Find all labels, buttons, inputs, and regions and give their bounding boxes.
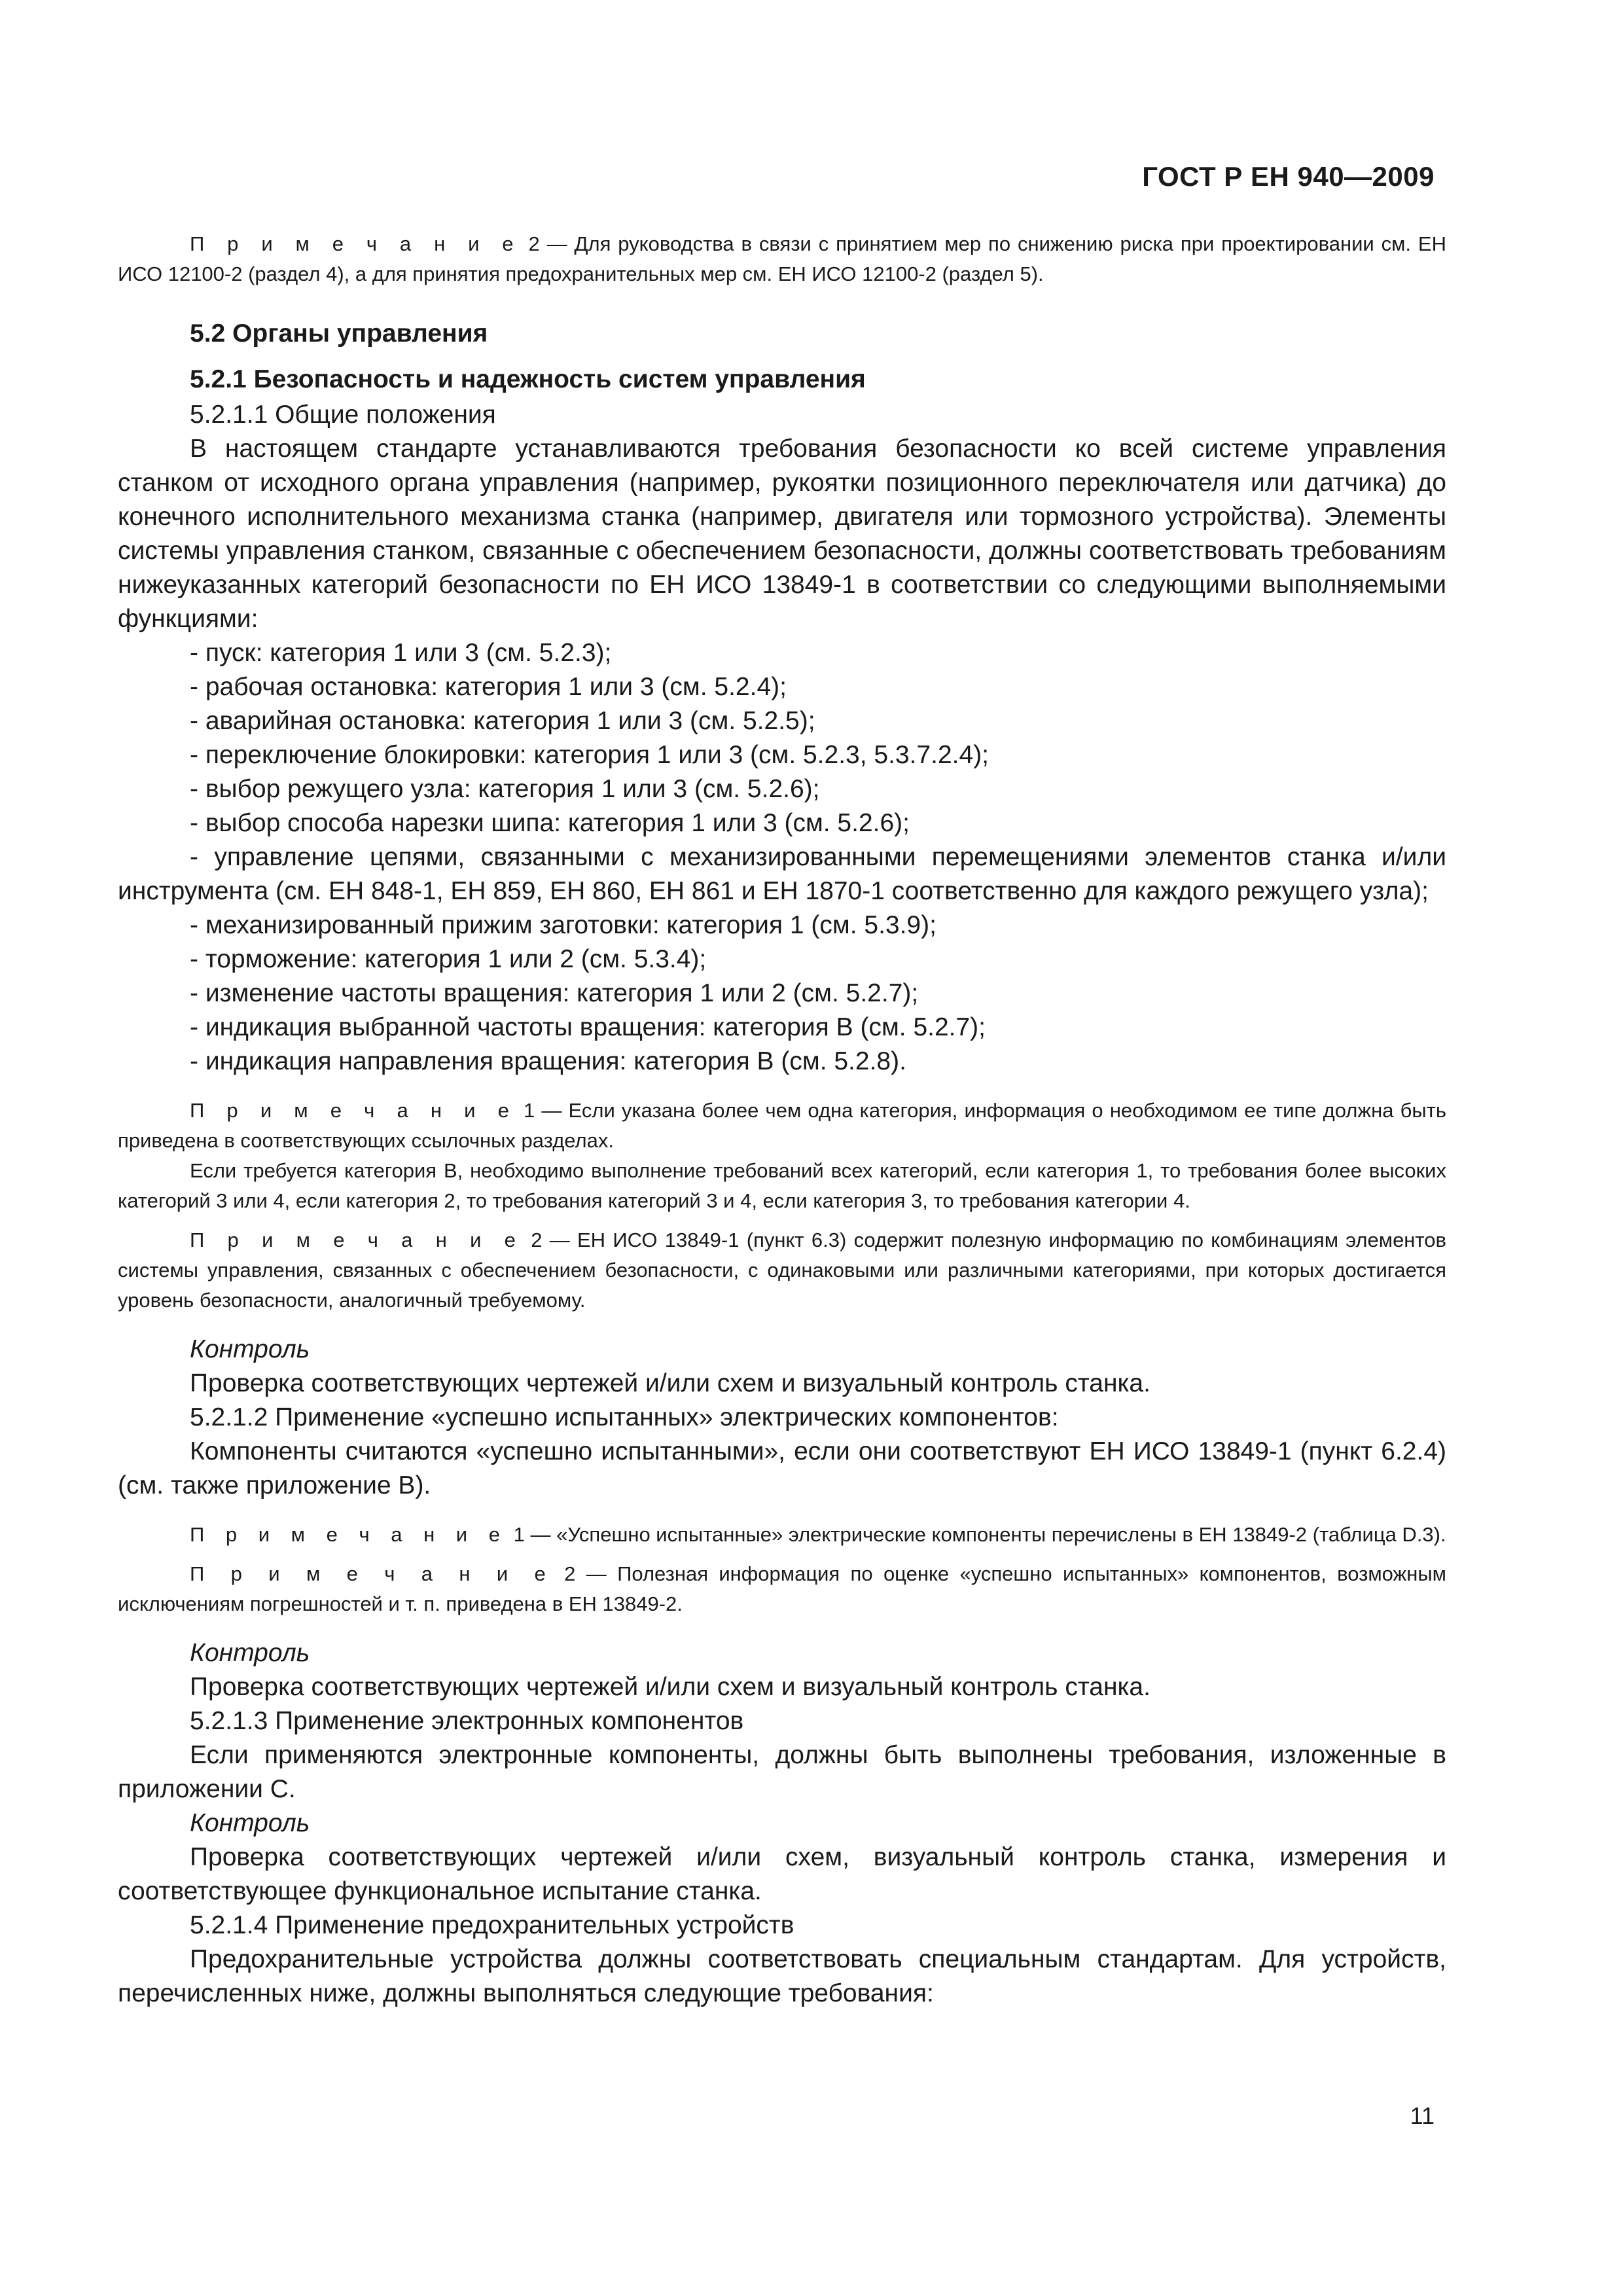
functions-list-continued	[118, 908, 1446, 1079]
note-label: П р и м е ч а н и е	[190, 1229, 524, 1251]
note-text: 1 — Если указана более чем одна категория, информация о необходимом ее типе должна быть приведена в соответствующих ссылочных разделах.	[118, 1099, 1446, 1152]
note-1-continued: Если требуется категория В, необходимо выполнение требований всех категорий, если категория 1, то требования более высоких категорий 3 или 4, если категория 2, то требования категорий 3 и 4, если категория 3, то требования категории 4.	[118, 1159, 1446, 1212]
list-item: - торможение: категория 1 или 2 (см. 5.3.4);	[190, 945, 707, 973]
section-heading-5-2: 5.2 Органы управления	[190, 319, 488, 348]
list-item: - рабочая остановка: категория 1 или 3 (см. 5.2.4);	[190, 673, 787, 701]
paragraph-5-2-1-1: В настоящем стандарте устанавливаются требования безопасности ко всей системе управления станком от исходного органа управления (например, рукоятки позиционного переключателя или датчика) до конечного исполнительного механизма станка (например, двигателя или тормозного устройства). Элементы системы управления станком, связанные с обеспечением безопасности, должны соответствовать требованиям нижеуказанных категорий безопасности по ЕН ИСО 13849-1 в соответствии со следующими выполняемыми функциями:	[118, 435, 1446, 633]
list-item: - индикация выбранной частоты вращения: категория В (см. 5.2.7);	[190, 1013, 986, 1041]
note-1	[118, 1096, 1446, 1156]
control-text: Проверка соответствующих чертежей и/или схем и визуальный контроль станка.	[190, 1673, 1150, 1701]
list-item: - аварийная остановка: категория 1 или 3 (см. 5.2.5);	[190, 707, 815, 735]
note-text: 2 — Для руководства в связи с принятием мер по снижению риска при проектировании см. ЕН ИСО 12100-2 (раздел 4), а для принятия предохранительных мер см. ЕН ИСО 12100-2 (раздел 5).	[118, 232, 1446, 285]
section-heading-5-2-1: 5.2.1 Безопасность и надежность систем управления	[190, 365, 866, 393]
note-4	[118, 1559, 1446, 1619]
list-item: - выбор режущего узла: категория 1 или 3 (см. 5.2.6);	[190, 775, 820, 803]
subsection-5-2-1-1: 5.2.1.1 Общие положения	[190, 401, 496, 429]
control-heading: Контроль	[190, 1809, 310, 1837]
list-item: - переключение блокировки: категория 1 или 3 (см. 5.2.3, 5.3.7.2.4);	[190, 741, 990, 769]
document-code: ГОСТ Р ЕН 940—2009	[1142, 161, 1435, 192]
page-number: 11	[1410, 2102, 1435, 2129]
functions-list	[118, 636, 1446, 840]
note-label: П р и м е ч а н и е	[190, 232, 522, 255]
note-label: П р и м е ч а н и е	[190, 1562, 554, 1585]
list-item: - выбор способа нарезки шипа: категория 1 или 3 (см. 5.2.6);	[190, 809, 910, 837]
control-text: Проверка соответствующих чертежей и/или схем и визуальный контроль станка.	[190, 1369, 1150, 1397]
control-heading: Контроль	[190, 1335, 310, 1363]
control-text: Проверка соответствующих чертежей и/или схем, визуальный контроль станка, измерения и соответствующее функциональное испытание станка.	[118, 1843, 1446, 1905]
note-label: П р и м е ч а н и е	[190, 1523, 508, 1546]
list-item: - механизированный прижим заготовки: категория 1 (см. 5.3.9);	[190, 911, 936, 939]
list-item: - изменение частоты вращения: категория 1 или 2 (см. 5.2.7);	[190, 979, 919, 1007]
note-text: 1 — «Успешно испытанные» электрические компоненты перечислены в ЕН 13849-2 (таблица D.3).	[513, 1523, 1446, 1546]
note-label: П р и м е ч а н и е	[190, 1099, 517, 1122]
list-item-chains: - управление цепями, связанными с механизированными перемещениями элементов станка и/или инструмента (см. ЕН 848-1, ЕН 859, ЕН 860, ЕН 861 и ЕН 1870-1 соответственно для каждого режущего узла);	[118, 843, 1446, 905]
paragraph-5-2-1-4: Предохранительные устройства должны соответствовать специальным стандартам. Для устройств, перечисленных ниже, должны выполняться следующие требования:	[118, 1945, 1446, 2007]
note-3	[118, 1520, 1446, 1550]
subsection-5-2-1-4: 5.2.1.4 Применение предохранительных устройств	[190, 1911, 794, 1939]
note-2	[118, 1225, 1446, 1316]
subsection-5-2-1-3: 5.2.1.3 Применение электронных компонентов	[190, 1707, 744, 1735]
control-heading: Контроль	[190, 1639, 310, 1667]
paragraph-5-2-1-3: Если применяются электронные компоненты, должны быть выполнены требования, изложенные в приложении С.	[118, 1741, 1446, 1803]
paragraph-5-2-1-2: Компоненты считаются «успешно испытанными», если они соответствуют ЕН ИСО 13849-1 (пункт 6.2.4) (см. также приложение В).	[118, 1437, 1446, 1499]
list-item: - индикация направления вращения: категория В (см. 5.2.8).	[190, 1047, 906, 1075]
subsection-5-2-1-2: 5.2.1.2 Применение «успешно испытанных» электрических компонентов:	[190, 1403, 1059, 1431]
note-top	[118, 229, 1446, 289]
note-text: 2 — ЕН ИСО 13849-1 (пункт 6.3) содержит полезную информацию по комбинациям элементов системы управления, связанных с обеспечением безопасности, с одинаковыми или различными категориями, при которых достигается уровень безопасности, аналогичный требуемому.	[118, 1229, 1446, 1312]
page-content	[118, 229, 1446, 2011]
note-text: 2 — Полезная информация по оценке «успешно испытанных» компонентов, возможным исключениям погрешностей и т. п. приведена в ЕН 13849-2.	[118, 1562, 1446, 1615]
list-item: - пуск: категория 1 или 3 (см. 5.2.3);	[190, 639, 612, 667]
